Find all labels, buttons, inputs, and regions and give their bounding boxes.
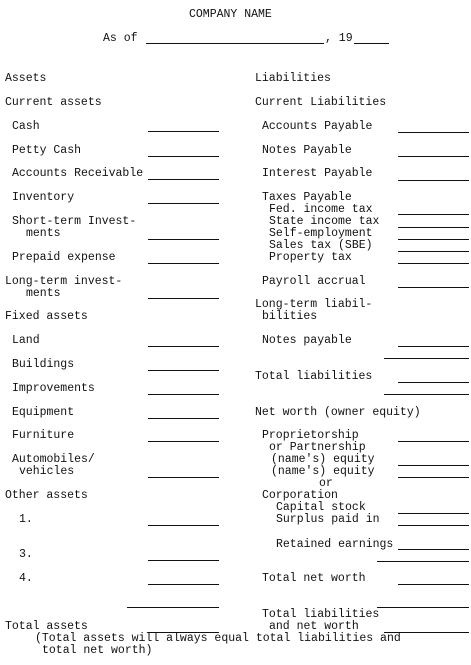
furniture-line[interactable] — [148, 441, 219, 442]
inventory-line[interactable] — [148, 203, 219, 204]
interest-payable-line[interactable] — [398, 180, 469, 181]
total-liab-nw-label-1: Total liabilities — [262, 608, 380, 621]
improvements-label: Improvements — [12, 382, 95, 395]
total-liab-nw-rule — [377, 607, 469, 608]
total-net-worth-line[interactable] — [398, 584, 469, 585]
current-liabilities-heading: Current Liabilities — [255, 96, 387, 109]
lt-notes-payable-label: Notes payable — [262, 334, 352, 347]
net-worth-subtotal-rule — [377, 561, 469, 562]
property-tax-line[interactable] — [398, 263, 469, 264]
accounts-receivable-line[interactable] — [148, 179, 219, 180]
cash-line[interactable] — [148, 131, 219, 132]
furniture-label: Furniture — [12, 429, 75, 442]
other-asset-1-label: 1. — [19, 513, 33, 526]
prepaid-label: Prepaid expense — [12, 251, 116, 264]
total-liabilities-rule — [384, 394, 469, 395]
improvements-line[interactable] — [148, 394, 219, 395]
long-term-investments-label-2: ments — [26, 287, 61, 300]
sales-tax-line[interactable] — [398, 251, 469, 252]
total-liab-nw-label-2: and net worth — [269, 620, 359, 633]
fed-tax-label: Fed. income tax — [269, 203, 373, 216]
equipment-label: Equipment — [12, 406, 75, 419]
or-label: or — [319, 477, 333, 490]
as-of-label: As of — [103, 32, 138, 45]
names-equity-2-line[interactable] — [398, 477, 469, 478]
long-term-investments-label-1: Long-term invest- — [5, 275, 123, 288]
year-line[interactable] — [354, 43, 389, 44]
state-tax-line[interactable] — [398, 227, 469, 228]
other-assets-heading: Other assets — [5, 489, 88, 502]
other-asset-4-label: 4. — [19, 572, 33, 585]
notes-payable-label: Notes Payable — [262, 144, 352, 157]
capital-stock-label: Capital stock — [276, 501, 366, 514]
short-term-line[interactable] — [148, 239, 219, 240]
buildings-label: Buildings — [12, 358, 75, 371]
liabilities-heading: Liabilities — [255, 72, 331, 85]
footnote-line-2: total net worth) — [42, 644, 153, 657]
accounts-payable-line[interactable] — [398, 132, 469, 133]
proprietorship-line[interactable] — [398, 441, 469, 442]
state-tax-label: State income tax — [269, 215, 380, 228]
automobiles-label-1: Automobiles/ — [12, 453, 95, 466]
other-asset-3-label: 3. — [19, 548, 33, 561]
or-partnership-label: or Partnership — [269, 441, 366, 454]
petty-cash-line[interactable] — [148, 156, 219, 157]
equipment-line[interactable] — [148, 418, 219, 419]
payroll-accrual-label: Payroll accrual — [262, 275, 366, 288]
notes-payable-line[interactable] — [398, 156, 469, 157]
accounts-payable-label: Accounts Payable — [262, 120, 373, 133]
other-asset-1-line[interactable] — [148, 525, 219, 526]
year-prefix: , 19 — [325, 32, 353, 45]
self-employment-label: Self-employment — [269, 227, 373, 240]
total-net-worth-label: Total net worth — [262, 572, 366, 585]
retained-earnings-line[interactable] — [398, 549, 469, 550]
prepaid-line[interactable] — [148, 263, 219, 264]
retained-earnings-label: Retained earnings — [276, 538, 394, 551]
fed-tax-line[interactable] — [398, 214, 469, 215]
total-assets-rule — [127, 607, 219, 608]
names-equity-2-label: (name's) equity — [271, 465, 375, 478]
long-term-liabilities-label-1: Long-term liabil- — [255, 298, 373, 311]
automobiles-label-2: vehicles — [19, 465, 75, 478]
corporation-label: Corporation — [262, 489, 338, 502]
long-term-investments-line[interactable] — [148, 298, 219, 299]
total-liabilities-label: Total liabilities — [255, 370, 373, 383]
petty-cash-label: Petty Cash — [12, 144, 82, 157]
inventory-label: Inventory — [12, 191, 75, 204]
long-term-liabilities-label-2: bilities — [262, 310, 318, 323]
fixed-assets-heading: Fixed assets — [5, 310, 88, 323]
proprietorship-label: Proprietorship — [262, 429, 359, 442]
liabilities-subtotal-rule — [384, 358, 469, 359]
property-tax-label: Property tax — [269, 251, 352, 264]
cash-label: Cash — [12, 120, 40, 133]
taxes-payable-label: Taxes Payable — [262, 191, 352, 204]
short-term-label-1: Short-term Invest- — [12, 215, 137, 228]
interest-payable-label: Interest Payable — [262, 167, 373, 180]
company-name: COMPANY NAME — [189, 8, 272, 21]
lt-notes-payable-line[interactable] — [398, 346, 469, 347]
capital-stock-line[interactable] — [398, 513, 469, 514]
land-line[interactable] — [148, 346, 219, 347]
assets-heading: Assets — [5, 72, 47, 85]
short-term-label-2: ments — [26, 227, 61, 240]
self-employment-line[interactable] — [398, 239, 469, 240]
names-equity-1-label: (name's) equity — [271, 453, 375, 466]
total-liabilities-line[interactable] — [398, 382, 469, 383]
current-assets-heading: Current assets — [5, 96, 102, 109]
land-label: Land — [12, 334, 40, 347]
net-worth-heading: Net worth (owner equity) — [255, 406, 421, 419]
names-equity-1-line[interactable] — [398, 465, 469, 466]
payroll-accrual-line[interactable] — [398, 287, 469, 288]
surplus-label: Surplus paid in — [276, 513, 380, 526]
date-line[interactable] — [146, 43, 324, 44]
sales-tax-label: Sales tax (SBE) — [269, 239, 373, 252]
surplus-line[interactable] — [398, 525, 469, 526]
total-assets-label: Total assets — [5, 620, 88, 633]
buildings-line[interactable] — [148, 370, 219, 371]
accounts-receivable-label: Accounts Receivable — [12, 167, 144, 180]
other-asset-3-line[interactable] — [148, 560, 219, 561]
other-asset-4-line[interactable] — [148, 584, 219, 585]
footnote-line-1: (Total assets will always equal total liabilities and — [35, 632, 401, 645]
automobiles-line[interactable] — [148, 477, 219, 478]
